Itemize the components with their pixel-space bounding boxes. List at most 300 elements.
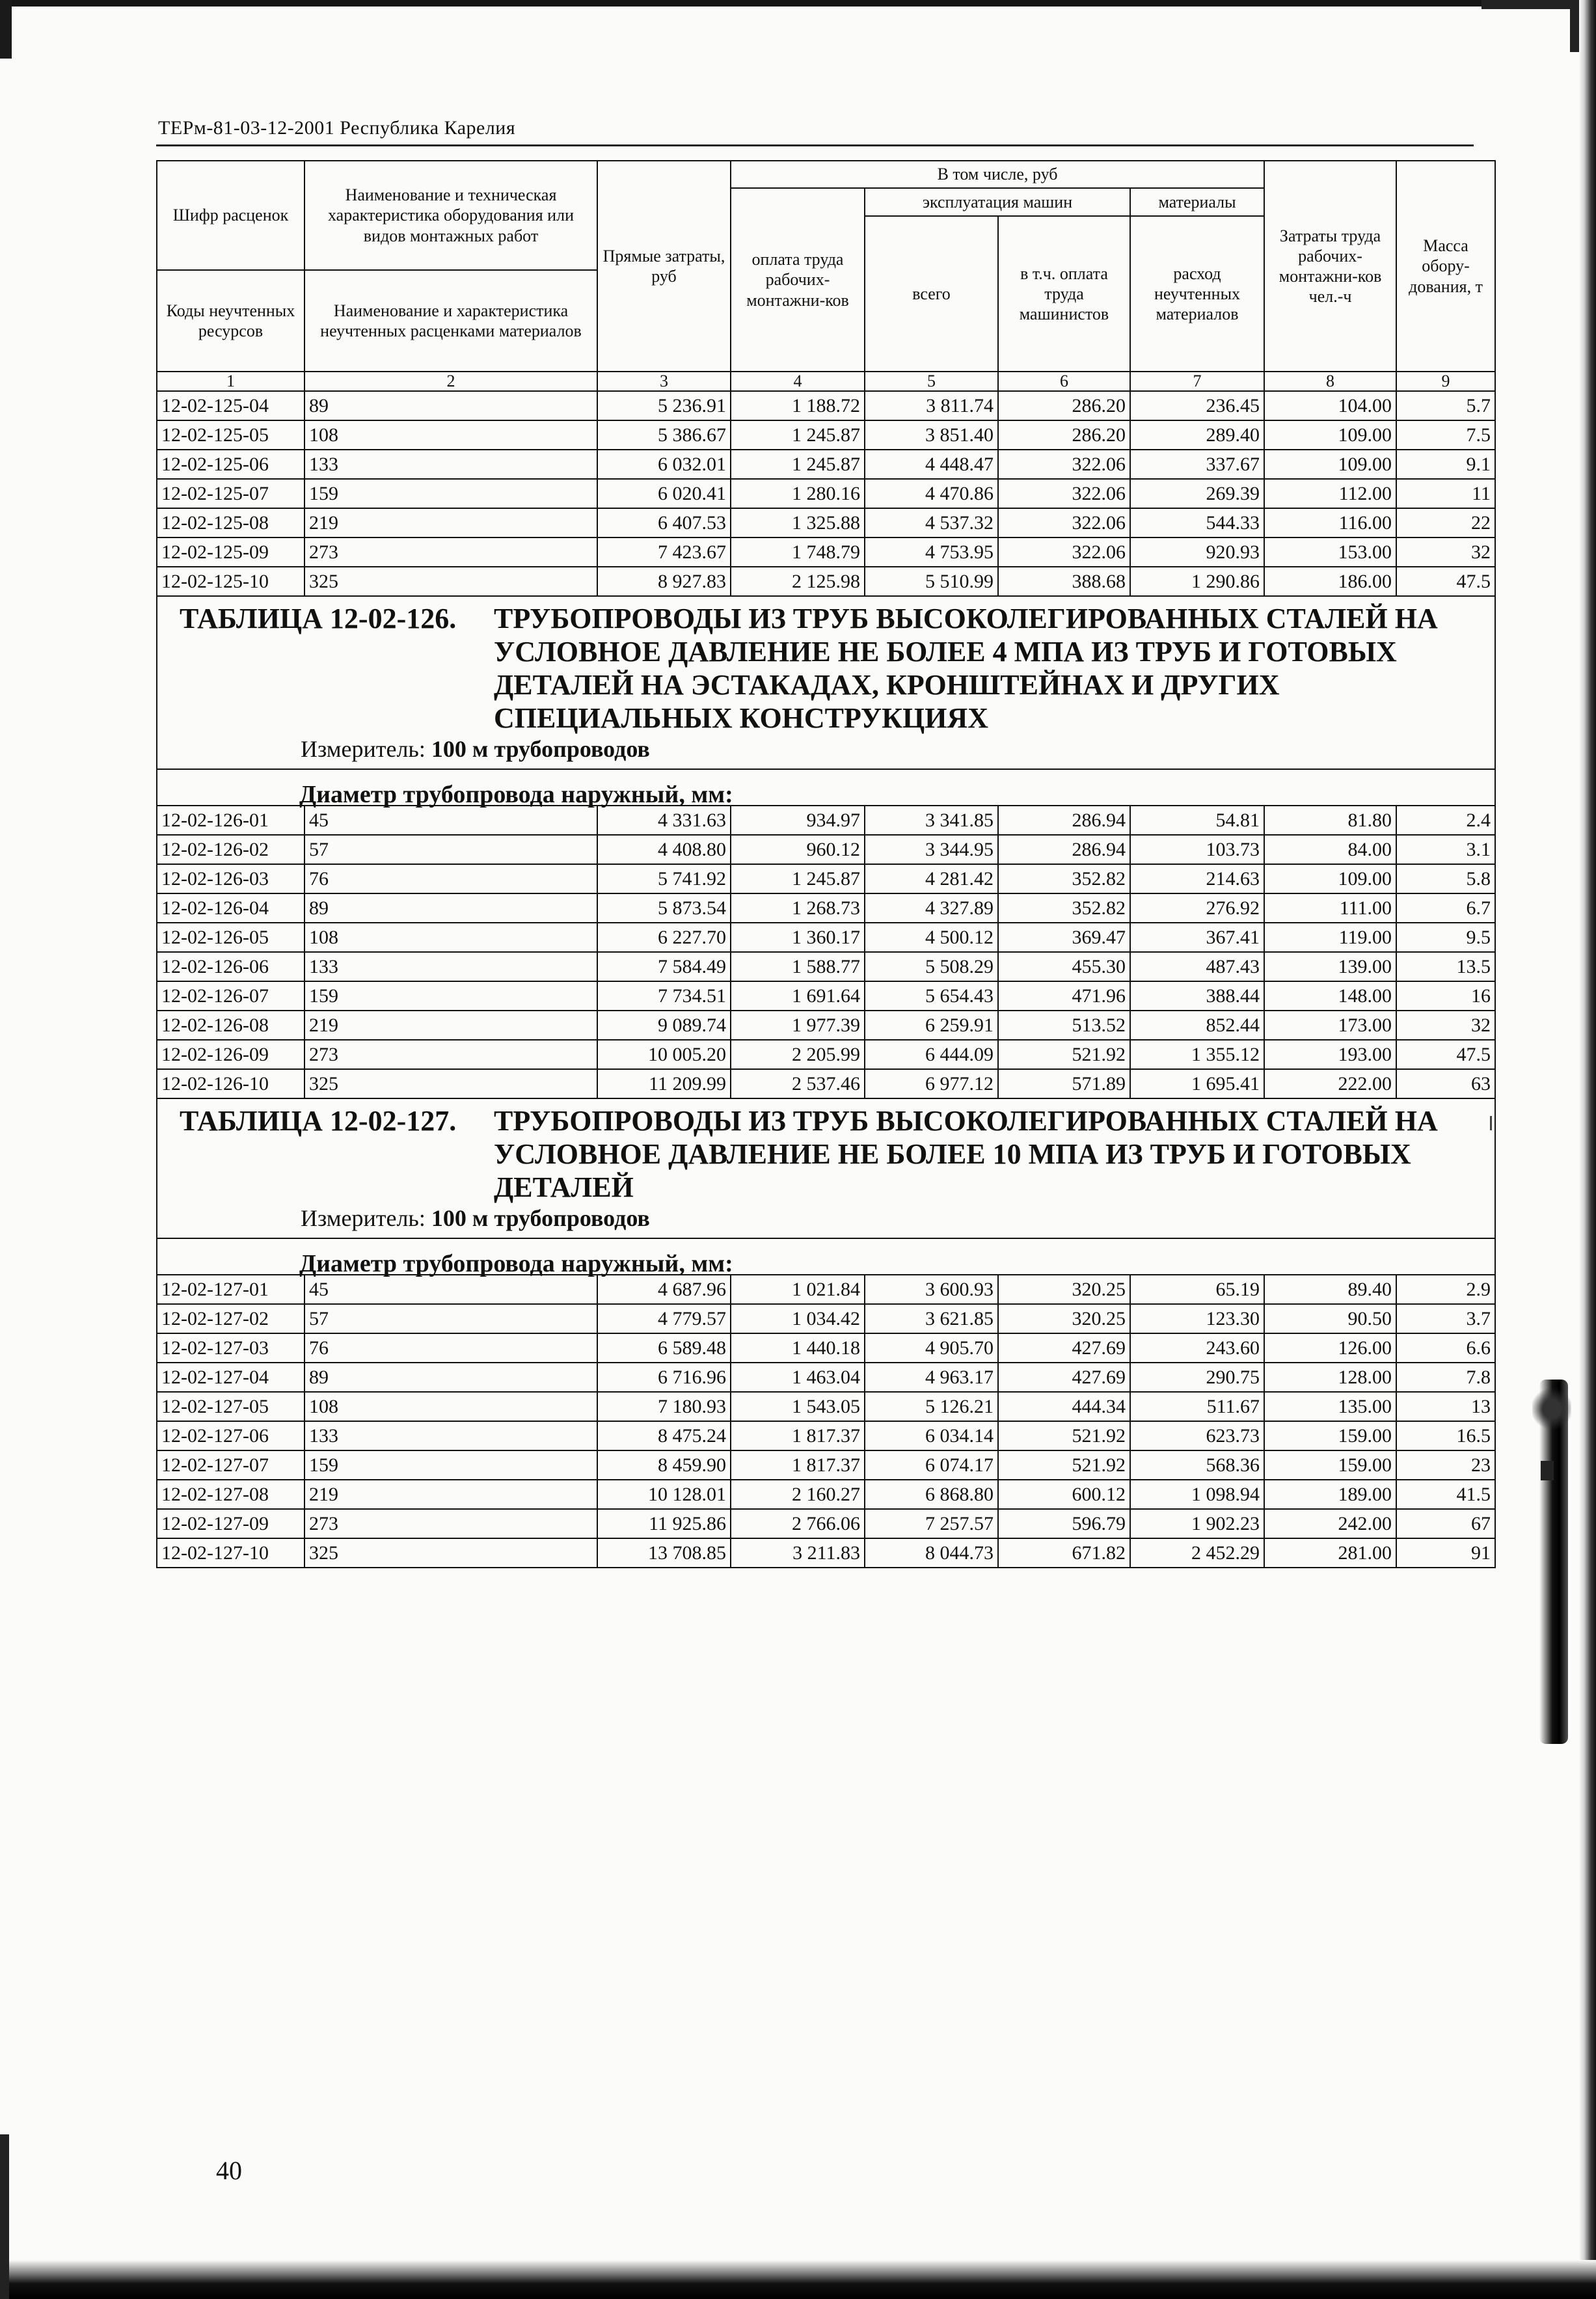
unaccounted-materials-cell: 367.41 (1130, 923, 1264, 952)
labor-pay-cell: 2 160.27 (731, 1480, 865, 1509)
unaccounted-materials-cell: 568.36 (1130, 1450, 1264, 1480)
machine-total-cell: 6 868.80 (865, 1480, 998, 1509)
unaccounted-materials-cell: 103.73 (1130, 835, 1264, 864)
machinist-pay-cell: 596.79 (998, 1509, 1130, 1538)
labor-hours-cell: 159.00 (1264, 1421, 1396, 1450)
unaccounted-materials-cell: 388.44 (1130, 981, 1264, 1011)
equipment-mass-cell: 11 (1396, 479, 1495, 508)
table-127-heading (157, 1098, 1495, 1275)
unaccounted-materials-cell: 2 452.29 (1130, 1538, 1264, 1568)
scan-edge-top (0, 0, 1596, 7)
direct-costs-cell: 6 407.53 (597, 508, 731, 537)
table-row (157, 1450, 1495, 1480)
labor-hours-cell: 119.00 (1264, 923, 1396, 952)
machine-total-cell: 6 444.09 (865, 1040, 998, 1069)
table-126-title: ТРУБОПРОВОДЫ ИЗ ТРУБ ВЫСОКОЛЕГИРОВАННЫХ СТАЛЕЙ НА УСЛОВНОЕ ДАВЛЕНИЕ НЕ БОЛЕЕ 4 МПА ИЗ ТРУБ И ГОТОВЫХ ДЕТАЛЕЙ НА ЭСТАКАДАХ, КРОНШТЕЙНАХ И ДРУГИХ СПЕЦИАЛЬНЫХ КОНСТРУКЦИЯХ (494, 603, 1438, 734)
direct-costs-cell: 8 459.90 (597, 1450, 731, 1480)
rate-code-cell: 12-02-127-04 (157, 1363, 304, 1392)
header-rule (156, 144, 1474, 146)
machine-total-cell: 3 344.95 (865, 835, 998, 864)
labor-pay-cell: 1 463.04 (731, 1363, 865, 1392)
table-row (157, 806, 1495, 835)
machine-total-cell: 4 753.95 (865, 537, 998, 567)
scan-smudge (1539, 1380, 1568, 1744)
machinist-pay-cell: 444.34 (998, 1392, 1130, 1421)
scan-corner-mark (1481, 0, 1579, 52)
unaccounted-materials-cell: 920.93 (1130, 537, 1264, 567)
equipment-mass-cell: 13.5 (1396, 952, 1495, 981)
direct-costs-cell: 11 925.86 (597, 1509, 731, 1538)
rate-code-cell: 12-02-127-01 (157, 1275, 304, 1304)
labor-hours-cell: 111.00 (1264, 893, 1396, 923)
rates-table (156, 160, 1496, 1568)
direct-costs-cell: 4 779.57 (597, 1304, 731, 1333)
labor-pay-cell: 1 245.87 (731, 864, 865, 893)
table-row (157, 1538, 1495, 1568)
table-row (157, 1275, 1495, 1304)
table-row (157, 391, 1495, 420)
rate-code-cell: 12-02-125-09 (157, 537, 304, 567)
labor-pay-cell: 2 766.06 (731, 1509, 865, 1538)
labor-pay-cell: 1 977.39 (731, 1011, 865, 1040)
table-row (157, 952, 1495, 981)
col-number: 2 (304, 372, 597, 391)
col-header-vsego: всего (865, 216, 998, 372)
pipe-diameter-cell: 159 (304, 479, 597, 508)
direct-costs-cell: 7 180.93 (597, 1392, 731, 1421)
labor-pay-cell: 2 205.99 (731, 1040, 865, 1069)
machinist-pay-cell: 320.25 (998, 1275, 1130, 1304)
direct-costs-cell: 4 687.96 (597, 1275, 731, 1304)
rate-code-cell: 12-02-126-07 (157, 981, 304, 1011)
equipment-mass-cell: 6.7 (1396, 893, 1495, 923)
direct-costs-cell: 8 927.83 (597, 567, 731, 596)
machine-total-cell: 4 537.32 (865, 508, 998, 537)
machinist-pay-cell: 322.06 (998, 450, 1130, 479)
col-header-vtch: в т.ч. оплата труда машинистов (998, 216, 1130, 372)
pipe-diameter-cell: 57 (304, 1304, 597, 1333)
table-126-body (157, 806, 1495, 1098)
machine-total-cell: 5 510.99 (865, 567, 998, 596)
meter-value: 100 м трубопроводов (431, 736, 650, 762)
machinist-pay-cell: 286.20 (998, 391, 1130, 420)
pipe-diameter-cell: 45 (304, 806, 597, 835)
rate-code-cell: 12-02-125-07 (157, 479, 304, 508)
labor-hours-cell: 109.00 (1264, 450, 1396, 479)
unaccounted-materials-cell: 54.81 (1130, 806, 1264, 835)
rate-code-cell: 12-02-126-10 (157, 1069, 304, 1098)
labor-pay-cell: 1 021.84 (731, 1275, 865, 1304)
unaccounted-materials-cell: 487.43 (1130, 952, 1264, 981)
labor-pay-cell: 1 748.79 (731, 537, 865, 567)
direct-costs-cell: 10 005.20 (597, 1040, 731, 1069)
direct-costs-cell: 7 423.67 (597, 537, 731, 567)
machine-total-cell: 3 851.40 (865, 420, 998, 450)
unaccounted-materials-cell: 236.45 (1130, 391, 1264, 420)
direct-costs-cell: 4 408.80 (597, 835, 731, 864)
direct-costs-cell: 6 589.48 (597, 1333, 731, 1363)
equipment-mass-cell: 9.1 (1396, 450, 1495, 479)
labor-pay-cell: 1 440.18 (731, 1333, 865, 1363)
machine-total-cell: 6 259.91 (865, 1011, 998, 1040)
unaccounted-materials-cell: 289.40 (1130, 420, 1264, 450)
labor-pay-cell: 1 188.72 (731, 391, 865, 420)
table-127-body (157, 1275, 1495, 1568)
labor-hours-cell: 148.00 (1264, 981, 1396, 1011)
machine-total-cell: 7 257.57 (865, 1509, 998, 1538)
labor-hours-cell: 135.00 (1264, 1392, 1396, 1421)
labor-hours-cell: 90.50 (1264, 1304, 1396, 1333)
machinist-pay-cell: 455.30 (998, 952, 1130, 981)
equipment-mass-cell: 63 (1396, 1069, 1495, 1098)
machinist-pay-cell: 571.89 (998, 1069, 1130, 1098)
rate-code-cell: 12-02-125-06 (157, 450, 304, 479)
direct-costs-cell: 6 032.01 (597, 450, 731, 479)
pipe-diameter-cell: 133 (304, 1421, 597, 1450)
unaccounted-materials-cell: 276.92 (1130, 893, 1264, 923)
machinist-pay-cell: 671.82 (998, 1538, 1130, 1568)
machinist-pay-cell: 521.92 (998, 1421, 1130, 1450)
pipe-diameter-cell: 76 (304, 864, 597, 893)
equipment-mass-cell: 22 (1396, 508, 1495, 537)
direct-costs-cell: 6 716.96 (597, 1363, 731, 1392)
direct-costs-cell: 7 734.51 (597, 981, 731, 1011)
unaccounted-materials-cell: 1 290.86 (1130, 567, 1264, 596)
labor-hours-cell: 159.00 (1264, 1450, 1396, 1480)
machine-total-cell: 6 977.12 (865, 1069, 998, 1098)
labor-pay-cell: 1 280.16 (731, 479, 865, 508)
table-row (157, 537, 1495, 567)
machine-total-cell: 4 500.12 (865, 923, 998, 952)
machine-total-cell: 8 044.73 (865, 1538, 998, 1568)
labor-hours-cell: 89.40 (1264, 1275, 1396, 1304)
labor-pay-cell: 1 543.05 (731, 1392, 865, 1421)
rate-code-cell: 12-02-126-05 (157, 923, 304, 952)
unaccounted-materials-cell: 511.67 (1130, 1392, 1264, 1421)
labor-hours-cell: 109.00 (1264, 420, 1396, 450)
equipment-mass-cell: 6.6 (1396, 1333, 1495, 1363)
machine-total-cell: 6 034.14 (865, 1421, 998, 1450)
pipe-diameter-cell: 273 (304, 1509, 597, 1538)
table-127-title-block (157, 1099, 1495, 1204)
rate-code-cell: 12-02-127-06 (157, 1421, 304, 1450)
labor-pay-cell: 1 268.73 (731, 893, 865, 923)
labor-hours-cell: 153.00 (1264, 537, 1396, 567)
machinist-pay-cell: 427.69 (998, 1363, 1130, 1392)
rate-code-cell: 12-02-125-10 (157, 567, 304, 596)
rate-code-cell: 12-02-127-03 (157, 1333, 304, 1363)
col-header-materialy: материалы (1130, 188, 1264, 216)
pipe-diameter-cell: 159 (304, 981, 597, 1011)
unaccounted-materials-cell: 852.44 (1130, 1011, 1264, 1040)
table-row (157, 1363, 1495, 1392)
direct-costs-cell: 6 020.41 (597, 479, 731, 508)
labor-hours-cell: 116.00 (1264, 508, 1396, 537)
page-number: 40 (216, 2156, 242, 2185)
labor-pay-cell: 3 211.83 (731, 1538, 865, 1568)
direct-costs-cell: 4 331.63 (597, 806, 731, 835)
labor-hours-cell: 186.00 (1264, 567, 1396, 596)
unaccounted-materials-cell: 1 098.94 (1130, 1480, 1264, 1509)
machinist-pay-cell: 369.47 (998, 923, 1130, 952)
rate-code-cell: 12-02-127-02 (157, 1304, 304, 1333)
pipe-diameter-cell: 133 (304, 952, 597, 981)
labor-hours-cell: 281.00 (1264, 1538, 1396, 1568)
direct-costs-cell: 9 089.74 (597, 1011, 731, 1040)
machinist-pay-cell: 286.20 (998, 420, 1130, 450)
direct-costs-cell: 5 741.92 (597, 864, 731, 893)
equipment-mass-cell: 47.5 (1396, 1040, 1495, 1069)
labor-pay-cell: 934.97 (731, 806, 865, 835)
machinist-pay-cell: 513.52 (998, 1011, 1130, 1040)
table-row (157, 981, 1495, 1011)
equipment-mass-cell: 13 (1396, 1392, 1495, 1421)
col-header-kody: Коды неучтенных ресурсов (157, 270, 304, 372)
equipment-mass-cell: 9.5 (1396, 923, 1495, 952)
pipe-diameter-cell: 159 (304, 1450, 597, 1480)
equipment-mass-cell: 16 (1396, 981, 1495, 1011)
unaccounted-materials-cell: 1 355.12 (1130, 1040, 1264, 1069)
unaccounted-materials-cell: 623.73 (1130, 1421, 1264, 1450)
table-row (157, 1304, 1495, 1333)
labor-hours-cell: 84.00 (1264, 835, 1396, 864)
machine-total-cell: 6 074.17 (865, 1450, 998, 1480)
direct-costs-cell: 5 873.54 (597, 893, 731, 923)
rate-code-cell: 12-02-127-05 (157, 1392, 304, 1421)
pipe-diameter-cell: 325 (304, 1538, 597, 1568)
machine-total-cell: 4 281.42 (865, 864, 998, 893)
scan-edge-bottom-left (0, 2134, 9, 2299)
machine-total-cell: 3 811.74 (865, 391, 998, 420)
machinist-pay-cell: 427.69 (998, 1333, 1130, 1363)
rate-code-cell: 12-02-127-10 (157, 1538, 304, 1568)
col-header-pryamye: Прямые затраты, руб (597, 161, 731, 372)
col-header-ekspl: эксплуатация машин (865, 188, 1130, 216)
col-number: 5 (865, 372, 998, 391)
rate-code-cell: 12-02-125-04 (157, 391, 304, 420)
pipe-diameter-cell: 89 (304, 391, 597, 420)
col-number: 3 (597, 372, 731, 391)
equipment-mass-cell: 7.5 (1396, 420, 1495, 450)
table-row (157, 1069, 1495, 1098)
table-127-meter (157, 1204, 1495, 1238)
table-row (157, 923, 1495, 952)
equipment-mass-cell: 16.5 (1396, 1421, 1495, 1450)
col-number: 1 (157, 372, 304, 391)
machinist-pay-cell: 521.92 (998, 1450, 1130, 1480)
machinist-pay-cell: 352.82 (998, 864, 1130, 893)
col-header-naim: Наименование и техническая характеристика оборудования или видов монтажных работ (304, 161, 597, 270)
labor-hours-cell: 128.00 (1264, 1363, 1396, 1392)
col-number: 6 (998, 372, 1130, 391)
machine-total-cell: 3 341.85 (865, 806, 998, 835)
machinist-pay-cell: 521.92 (998, 1040, 1130, 1069)
machine-total-cell: 4 470.86 (865, 479, 998, 508)
unaccounted-materials-cell: 214.63 (1130, 864, 1264, 893)
labor-hours-cell: 81.80 (1264, 806, 1396, 835)
direct-costs-cell: 10 128.01 (597, 1480, 731, 1509)
meter-label: Измеритель: (301, 1205, 426, 1231)
direct-costs-cell: 11 209.99 (597, 1069, 731, 1098)
col-header-oplata: оплата труда рабочих-монтажни-ков (731, 188, 865, 372)
labor-hours-cell: 242.00 (1264, 1509, 1396, 1538)
table-126-diameter-label: Диаметр трубопровода наружный, мм: (299, 781, 733, 808)
table-row (157, 835, 1495, 864)
col-number: 9 (1396, 372, 1495, 391)
equipment-mass-cell: 32 (1396, 537, 1495, 567)
table-127-diameter-label: Диаметр трубопровода наружный, мм: (299, 1250, 733, 1277)
labor-pay-cell: 1 325.88 (731, 508, 865, 537)
equipment-mass-cell: 2.4 (1396, 806, 1495, 835)
labor-pay-cell: 1 817.37 (731, 1450, 865, 1480)
machine-total-cell: 5 654.43 (865, 981, 998, 1011)
table-row (157, 567, 1495, 596)
col-number: 4 (731, 372, 865, 391)
unaccounted-materials-cell: 544.33 (1130, 508, 1264, 537)
pipe-diameter-cell: 325 (304, 1069, 597, 1098)
table-row (157, 479, 1495, 508)
direct-costs-cell: 8 475.24 (597, 1421, 731, 1450)
rate-code-cell: 12-02-126-09 (157, 1040, 304, 1069)
unaccounted-materials-cell: 337.67 (1130, 450, 1264, 479)
table-127-number: ТАБЛИЦА 12-02-127. (180, 1105, 457, 1137)
direct-costs-cell: 5 386.67 (597, 420, 731, 450)
machinist-pay-cell: 322.06 (998, 508, 1130, 537)
unaccounted-materials-cell: 269.39 (1130, 479, 1264, 508)
col-header-massa: Масса обору-дования, т (1396, 161, 1495, 372)
equipment-mass-cell: 5.7 (1396, 391, 1495, 420)
pipe-diameter-cell: 108 (304, 923, 597, 952)
machinist-pay-cell: 600.12 (998, 1480, 1130, 1509)
table-row (157, 508, 1495, 537)
direct-costs-cell: 6 227.70 (597, 923, 731, 952)
rate-code-cell: 12-02-126-06 (157, 952, 304, 981)
machinist-pay-cell: 352.82 (998, 893, 1130, 923)
pipe-diameter-cell: 89 (304, 893, 597, 923)
rate-code-cell: 12-02-126-08 (157, 1011, 304, 1040)
equipment-mass-cell: 23 (1396, 1450, 1495, 1480)
col-number: 8 (1264, 372, 1396, 391)
pipe-diameter-cell: 45 (304, 1275, 597, 1304)
equipment-mass-cell: 67 (1396, 1509, 1495, 1538)
equipment-mass-cell: 47.5 (1396, 567, 1495, 596)
machinist-pay-cell: 322.06 (998, 479, 1130, 508)
pipe-diameter-cell: 219 (304, 1011, 597, 1040)
rate-code-cell: 12-02-126-04 (157, 893, 304, 923)
table-row (157, 1392, 1495, 1421)
equipment-mass-cell: 2.9 (1396, 1275, 1495, 1304)
machinist-pay-cell: 388.68 (998, 567, 1130, 596)
rate-code-cell: 12-02-127-09 (157, 1509, 304, 1538)
table-row (157, 1480, 1495, 1509)
table-126-heading (157, 596, 1495, 806)
unaccounted-materials-cell: 290.75 (1130, 1363, 1264, 1392)
rate-code-cell: 12-02-126-03 (157, 864, 304, 893)
rate-code-cell: 12-02-126-02 (157, 835, 304, 864)
machinist-pay-cell: 471.96 (998, 981, 1130, 1011)
col-header-v-tom-chisle: В том числе, руб (731, 161, 1264, 188)
labor-pay-cell: 1 691.64 (731, 981, 865, 1011)
col-header-naim2: Наименование и характеристика неучтенных расценками материалов (304, 270, 597, 372)
table-row (157, 1040, 1495, 1069)
labor-pay-cell: 2 537.46 (731, 1069, 865, 1098)
scan-edge-left (0, 0, 12, 59)
machine-total-cell: 5 126.21 (865, 1392, 998, 1421)
labor-hours-cell: 109.00 (1264, 864, 1396, 893)
machinist-pay-cell: 322.06 (998, 537, 1130, 567)
table-row (157, 1509, 1495, 1538)
machine-total-cell: 3 600.93 (865, 1275, 998, 1304)
labor-pay-cell: 1 245.87 (731, 450, 865, 479)
equipment-mass-cell: 41.5 (1396, 1480, 1495, 1509)
labor-pay-cell: 1 588.77 (731, 952, 865, 981)
scan-smudge (1541, 1461, 1554, 1480)
labor-hours-cell: 126.00 (1264, 1333, 1396, 1363)
table-row (157, 893, 1495, 923)
pipe-diameter-cell: 273 (304, 537, 597, 567)
equipment-mass-cell: 91 (1396, 1538, 1495, 1568)
table-126-meter (157, 735, 1495, 769)
pipe-diameter-cell: 219 (304, 1480, 597, 1509)
scan-edge-right (1579, 0, 1596, 2299)
col-header-zatraty: Затраты труда рабочих-монтажни-ков чел.-ч (1264, 161, 1396, 372)
pipe-diameter-cell: 133 (304, 450, 597, 479)
pipe-diameter-cell: 325 (304, 567, 597, 596)
labor-pay-cell: 2 125.98 (731, 567, 865, 596)
unaccounted-materials-cell: 65.19 (1130, 1275, 1264, 1304)
pipe-diameter-cell: 108 (304, 1392, 597, 1421)
labor-hours-cell: 104.00 (1264, 391, 1396, 420)
table-row (157, 420, 1495, 450)
machine-total-cell: 3 621.85 (865, 1304, 998, 1333)
labor-pay-cell: 1 245.87 (731, 420, 865, 450)
labor-pay-cell: 1 360.17 (731, 923, 865, 952)
scan-edge-bottom (0, 2260, 1596, 2299)
unaccounted-materials-cell: 243.60 (1130, 1333, 1264, 1363)
unaccounted-materials-cell: 1 695.41 (1130, 1069, 1264, 1098)
unaccounted-materials-cell: 1 902.23 (1130, 1509, 1264, 1538)
unaccounted-materials-cell: 123.30 (1130, 1304, 1264, 1333)
pipe-diameter-cell: 219 (304, 508, 597, 537)
equipment-mass-cell: 32 (1396, 1011, 1495, 1040)
labor-hours-cell: 112.00 (1264, 479, 1396, 508)
labor-pay-cell: 960.12 (731, 835, 865, 864)
table-127-title: ТРУБОПРОВОДЫ ИЗ ТРУБ ВЫСОКОЛЕГИРОВАННЫХ СТАЛЕЙ НА УСЛОВНОЕ ДАВЛЕНИЕ НЕ БОЛЕЕ 10 МПА ИЗ ТРУБ И ГОТОВЫХ ДЕТАЛЕЙ (494, 1105, 1438, 1203)
equipment-mass-cell: 5.8 (1396, 864, 1495, 893)
col-number: 7 (1130, 372, 1264, 391)
direct-costs-cell: 13 708.85 (597, 1538, 731, 1568)
table-row (157, 450, 1495, 479)
machine-total-cell: 5 508.29 (865, 952, 998, 981)
machine-total-cell: 4 905.70 (865, 1333, 998, 1363)
rate-code-cell: 12-02-125-05 (157, 420, 304, 450)
machinist-pay-cell: 286.94 (998, 806, 1130, 835)
rate-code-cell: 12-02-127-08 (157, 1480, 304, 1509)
rate-code-cell: 12-02-125-08 (157, 508, 304, 537)
table-row (157, 864, 1495, 893)
rate-code-cell: 12-02-127-07 (157, 1450, 304, 1480)
labor-hours-cell: 193.00 (1264, 1040, 1396, 1069)
labor-hours-cell: 222.00 (1264, 1069, 1396, 1098)
equipment-mass-cell: 3.7 (1396, 1304, 1495, 1333)
equipment-mass-cell: 7.8 (1396, 1363, 1495, 1392)
table-row (157, 1421, 1495, 1450)
pipe-diameter-cell: 89 (304, 1363, 597, 1392)
pipe-diameter-cell: 108 (304, 420, 597, 450)
table-row (157, 1333, 1495, 1363)
labor-hours-cell: 189.00 (1264, 1480, 1396, 1509)
table-row (157, 1011, 1495, 1040)
